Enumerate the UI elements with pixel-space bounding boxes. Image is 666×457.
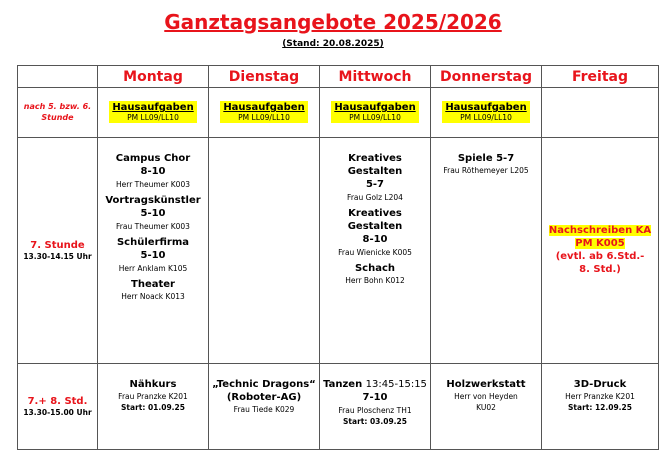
- offer-teacher: Herr Noack K013: [121, 291, 185, 301]
- offer-teacher: Frau Wienicke K005: [338, 247, 412, 257]
- offer-name: Theater: [131, 278, 175, 290]
- homework-monday: [98, 88, 209, 138]
- row-label-time: 13.30-15.00 Uhr: [23, 408, 92, 418]
- row-label-text: 7.+ 8. Std.: [27, 396, 88, 408]
- homework-friday-empty: [542, 88, 659, 138]
- row-label-text: 7. Stunde: [30, 239, 85, 251]
- offer-name: Kreatives Gestalten: [347, 207, 403, 232]
- offer-campus-chor: [98, 152, 208, 190]
- wednesday-78-cell: [320, 364, 431, 450]
- offer-grade: 7-10: [362, 392, 388, 404]
- thursday-78-cell: [431, 364, 542, 450]
- homework-wednesday: [320, 88, 431, 138]
- homework-title: Hausaufgaben: [445, 101, 527, 113]
- row-label-7-8-hour: [18, 364, 98, 450]
- offer-subtitle: (Roboter-AG): [226, 392, 302, 404]
- homework-room: PM LL09/LL10: [460, 112, 512, 122]
- note-line: Nachschreiben KA: [548, 225, 652, 237]
- note-line: PM K005: [575, 238, 625, 250]
- corner-cell: [18, 66, 98, 88]
- nachschreiben-note: [542, 224, 658, 276]
- offer-name: Kreatives Gestalten: [347, 152, 403, 177]
- offer-teacher: Herr Pranzke K201: [565, 392, 635, 402]
- homework-room: PM LL09/LL10: [349, 112, 401, 122]
- offer-name: Schach: [354, 262, 396, 274]
- offer-teacher: Frau Theumer K003: [116, 221, 190, 231]
- offer-teacher: Frau Golz L204: [347, 192, 403, 202]
- tuesday-7th-cell-empty: [209, 137, 320, 363]
- day-header-thursday: Donnerstag: [431, 66, 542, 88]
- offer-grade: 5-10: [140, 207, 166, 219]
- offer-kreatives-gestalten-5-7: [320, 152, 430, 203]
- offer-name: 3D-Druck: [573, 379, 627, 391]
- homework-room: PM LL09/LL10: [127, 112, 179, 122]
- offer-name: Tanzen: [323, 379, 363, 391]
- day-header-monday: Montag: [98, 66, 209, 88]
- offer-grade: 8-10: [362, 233, 388, 245]
- offer-spiele: [431, 152, 541, 176]
- offer-grade: 5-7: [365, 178, 385, 190]
- friday-78-cell: [542, 364, 659, 450]
- tuesday-78-cell: [209, 364, 320, 450]
- homework-title: Hausaufgaben: [223, 101, 305, 113]
- offer-teacher: Frau Tiede K029: [233, 405, 295, 415]
- homework-room: PM LL09/LL10: [238, 112, 290, 122]
- row-label-text: nach 5. bzw. 6. Stunde: [23, 102, 92, 123]
- row-label-7th-hour: [18, 137, 98, 363]
- offer-name: Campus Chor: [115, 152, 191, 164]
- seventh-hour-row: [18, 137, 659, 363]
- monday-78-cell: [98, 364, 209, 450]
- offer-schuelerfirma: [98, 236, 208, 274]
- header-row: [18, 66, 659, 88]
- day-header-friday: Freitag: [542, 66, 659, 88]
- offer-tanzen: [320, 378, 430, 427]
- stand-date: (Stand: 20.08.2025): [282, 39, 384, 49]
- offer-name: Spiele 5-7: [457, 152, 515, 164]
- offer-name: Schülerfirma: [116, 236, 190, 248]
- homework-badge: [331, 101, 418, 123]
- homework-badge: [220, 101, 307, 123]
- offer-teacher: Frau Pranzke K201: [118, 392, 188, 402]
- offer-start: Start: 03.09.25: [343, 417, 407, 427]
- offer-technic-dragons: [209, 378, 319, 415]
- offer-theater: [98, 278, 208, 302]
- offer-start: Start: 01.09.25: [121, 403, 185, 413]
- homework-title: Hausaufgaben: [334, 101, 416, 113]
- note-line: 8. Std.): [579, 264, 621, 276]
- homework-badge: [109, 101, 196, 123]
- row-label-after-5-6: [18, 88, 98, 138]
- offer-name: Holzwerkstatt: [446, 379, 526, 391]
- wednesday-7th-cell: [320, 137, 431, 363]
- offer-vortragskuenstler: [98, 194, 208, 232]
- homework-tuesday: [209, 88, 320, 138]
- homework-row: [18, 88, 659, 138]
- offer-schach: [320, 262, 430, 286]
- note-line: (evtl. ab 6.Std.-: [555, 251, 645, 263]
- homework-badge: [442, 101, 529, 123]
- offer-kreatives-gestalten-8-10: [320, 207, 430, 258]
- monday-7th-cell: [98, 137, 209, 363]
- offer-teacher: Herr Bohn K012: [345, 275, 405, 285]
- offer-time: 13:45-15:15: [365, 379, 427, 391]
- day-header-wednesday: Mittwoch: [320, 66, 431, 88]
- day-header-tuesday: Dienstag: [209, 66, 320, 88]
- offer-name: Nähkurs: [129, 379, 177, 391]
- offer-teacher: Herr von Heyden: [454, 392, 518, 402]
- friday-7th-cell: [542, 137, 659, 363]
- offer-teacher: Herr Theumer K003: [116, 179, 190, 189]
- seventh-eighth-row: [18, 364, 659, 450]
- offer-name: Vortragskünstler: [105, 194, 201, 206]
- homework-thursday: [431, 88, 542, 138]
- schedule-table: [17, 65, 659, 450]
- row-label-time: 13.30-14.15 Uhr: [23, 251, 92, 261]
- offer-teacher: Frau Ploschenz TH1: [338, 406, 412, 416]
- offer-teacher: Herr Anklam K105: [118, 263, 188, 273]
- offer-grade: 8-10: [140, 165, 166, 177]
- thursday-7th-cell: [431, 137, 542, 363]
- offer-holzwerkstatt: [431, 378, 541, 413]
- homework-title: Hausaufgaben: [112, 101, 194, 113]
- offer-teacher: Frau Röthemeyer L205: [443, 165, 529, 175]
- offer-grade: 5-10: [140, 249, 166, 261]
- offer-room: KU02: [476, 403, 496, 413]
- offer-name: „Technic Dragons“: [212, 379, 316, 391]
- page-title: Ganztagsangebote 2025/2026: [164, 10, 502, 34]
- offer-start: Start: 12.09.25: [568, 403, 632, 413]
- offer-naehkurs: [98, 378, 208, 413]
- offer-3d-druck: [542, 378, 658, 413]
